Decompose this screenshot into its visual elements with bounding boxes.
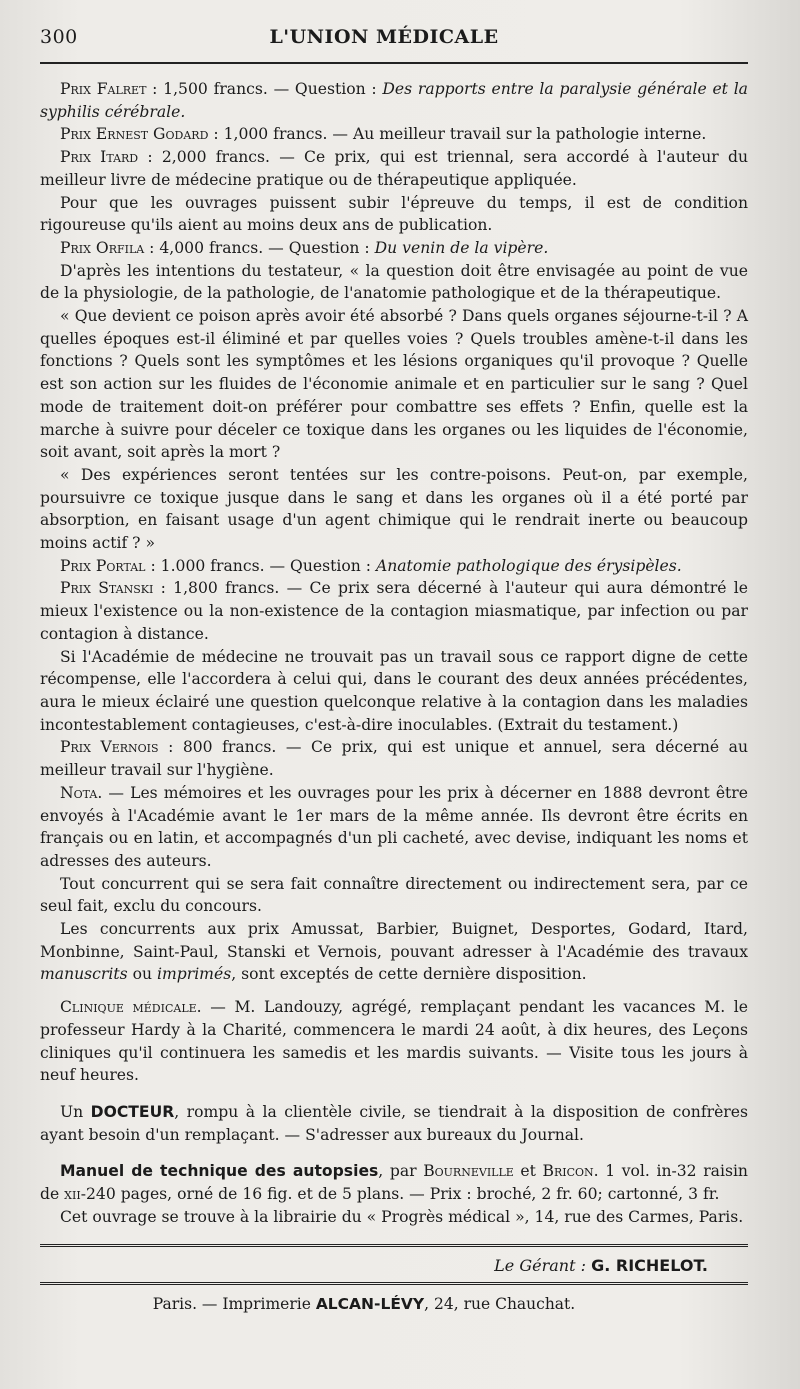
prize-question: Des rapports entre la paralysie générale et la syphilis cérébrale. [40,80,748,121]
prize-itard: Prix Itard : 2,000 francs. — Ce prix, qui est triennal, sera accordé à l'auteur du meilleur livre de médecine pratique ou de thérapeutique appliquée. [40,148,748,189]
journal-title: L'UNION MÉDICALE [269,26,499,48]
paragraph: « Des expériences seront tentées sur les contre-poisons. Peut-on, par exemple, poursuivre ce toxique jusque dans le sang et dans les organes où il a été porté par absorption, en faisant usage d'un agent chimique qui le rendrait inerte ou beaucoup moins actif ? » [40,465,748,553]
prize-name: Prix Falret [60,80,147,98]
paragraph: D'après les intentions du testateur, « la question doit être envisagée au point de vue de la physiologie, de la pathologie, de l'anatomie pathologique et de la thérapeutique. [40,261,748,303]
prize-question: Anatomie pathologique des érysipèles. [375,556,682,575]
prize-portal: Prix Portal : 1.000 francs. — Question : Anatomie pathologique des érysipèles. [60,556,682,575]
nota: Nota. — Les mémoires et les ouvrages pour les prix à décerner en 1888 devront être envoyés à l'Académie avant le 1er mars de la même année. Ils devront être écrits en français ou en latin, et accompagnés d'un pli cacheté, avec devise, indiquant les noms et adresses des auteurs. [40,783,748,870]
paragraph: Les concurrents aux prix Amussat, Barbier, Buignet, Desportes, Godard, Itard, Monbinne, Saint-Paul, Stanski et Vernois, pouvant adresser à l'Académie des travaux manuscrits ou imprimés, sont exceptés de cette dernière disposition. [40,920,748,984]
running-header [40,26,748,56]
prize-name: Prix Ernest Godard [60,125,209,144]
prize-name: Prix Vernois [60,738,159,757]
section-label: Clinique médicale. [60,998,202,1017]
imprint: Paris. — Imprimerie ALCAN-LÉVY, 24, rue Chauchat. [152,1295,576,1314]
prize-name: Prix Orfila [60,238,145,257]
spacer [40,1228,748,1244]
prize-name: Prix Stanski [60,579,154,598]
gerant-signature: Le Gérant : G. RICHELOT. [494,1256,708,1276]
prize-godard: Prix Ernest Godard : 1,000 francs. — Au meilleur travail sur la pathologie interne. [60,125,707,144]
prize-question: Du venin de la vipère. [374,238,549,257]
prize-name: Prix Portal [60,556,146,575]
clinique-medicale: Clinique médicale. — M. Landouzy, agrégé, remplaçant pendant les vacances M. le professeur Hardy à la Charité, commencera le mardi 24 août, à dix heures, des Leçons cliniques qu'il continuera les samedis et les mardis suivants. — Visite tous les jours à neuf heures. [40,998,748,1085]
paragraph: Pour que les ouvrages puissent subir l'épreuve du temps, il est de condition rigoureuse qu'ils aient au moins deux ans de publication. [40,193,748,235]
paragraph: Tout concurrent qui se sera fait connaître directement ou indirectement sera, par ce seul fait, exclu du concours. [40,874,748,916]
spacer [40,986,748,996]
page-number: 300 [40,26,78,48]
docteur-notice: Un DOCTEUR, rompu à la clientèle civile, se tiendrait à la disposition de confrères ayant besoin d'un remplaçant. — S'adresser aux bureaux du Journal. [40,1102,748,1144]
manuel-notice: Manuel de technique des autopsies, par Bourneville et Bricon. 1 vol. in-32 raisin de xii-240 pages, orné de 16 fig. et de 5 plans. — Prix : broché, 2 fr. 60; cartonné, 3 fr. [40,1162,748,1204]
prize-falret: Prix Falret : 1,500 francs. — Question : Des rapports entre la paralysie générale et la syphilis cérébrale. [40,80,748,121]
spacer [40,1087,748,1101]
article-body [40,64,748,1316]
paragraph: Si l'Académie de médecine ne trouvait pas un travail sous ce rapport digne de cette récompense, elle l'accordera à celui qui, dans le courant des deux années précédentes, aura le mieux éclairé une question quelconque relative à la contagion dans les maladies incontestablement contagieuses, c'est-à-dire inoculables. (Extrait du testament.) [40,647,748,734]
prize-stanski: Prix Stanski : 1,800 francs. — Ce prix sera décerné à l'auteur qui aura démontré le mieux l'existence ou la non-existence de la contagion miasmatique, par infection ou par contagion à distance. [40,579,748,643]
prize-orfila: Prix Orfila : 4,000 francs. — Question : Du venin de la vipère. [60,238,549,257]
paragraph: « Que devient ce poison après avoir été absorbé ? Dans quels organes séjourne-t-il ? A quelles époques est-il éliminé et par quelles voies ? Quels troubles amène-t-il dans les fonctions ? Quels sont les symptômes et les lésions organiques qu'il provoque ? Quelle est son action sur les fluides de l'économie animale et en particulier sur le sang ? Quel mode de traitement doit-on préférer pour combattre ses effets ? Enfin, quelle est la marche à suivre pour déceler ce toxique dans les organes ou les liquides de l'économie, soit avant, soit après la mort ? [40,307,748,462]
prize-name: Prix Itard [60,148,139,167]
spacer [40,1146,748,1160]
nota-label: Nota. [60,783,103,802]
paragraph: Cet ouvrage se trouve à la librairie du « Progrès médical », 14, rue des Carmes, Paris. [60,1207,744,1226]
book-title: Manuel de technique des autopsies [60,1162,379,1181]
prize-vernois: Prix Vernois : 800 francs. — Ce prix, qui est unique et annuel, sera décerné au meilleur travail sur l'hygiène. [40,738,748,780]
